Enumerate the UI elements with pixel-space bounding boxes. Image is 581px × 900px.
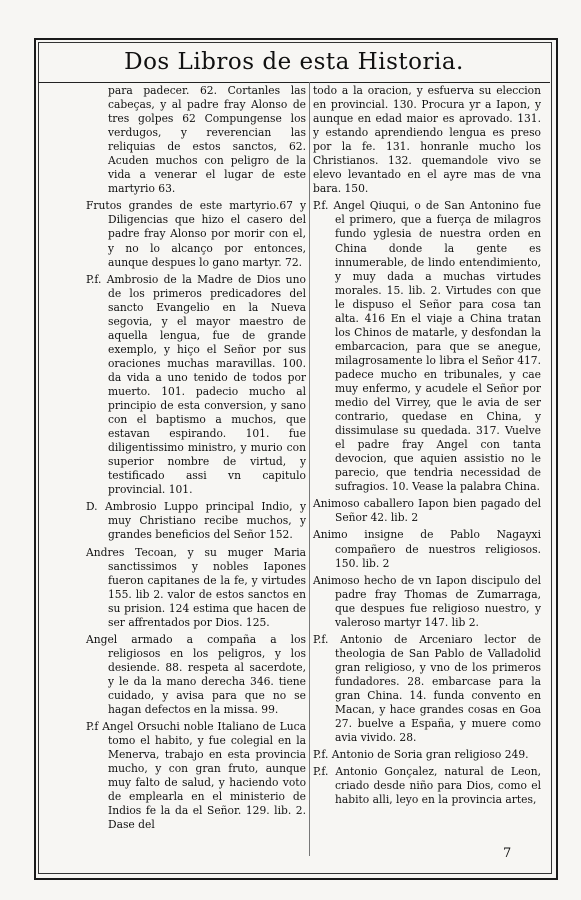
- index-entry: Angel armado a compaña a los religiosos en los peligros, y los desiende. 88. respeta al sacerdote, y le da la mano derecha 346. tiene cuidado, y avisa para que no se hagan defectos en la missa. 99.: [86, 632, 306, 717]
- page-number: 7: [503, 846, 512, 861]
- index-entry: P.f Angel Orsuchi noble Italiano de Luca tomo el habito, y fue colegial en la Menerva, trabajo en esta provincia mucho, y con gran fruto, aunque muy falto de salud, y haciendo voto de emplearla en el ministerio de Indios fe la da el Señor. 129. lib. 2. Dase del: [86, 720, 306, 832]
- index-entry: D. Ambrosio Luppo principal Indio, y muy Christiano recibe muchos, y grandes beneficios del Señor 152.: [86, 500, 306, 542]
- index-entry: P.f. Angel Qiuqui, o de San Antonino fue el primero, que a fuerça de milagros fundo yglesia de nuestra orden en China donde la gente es innumerable, de lindo entendimiento, y muy dada a muchas virtudes morales. 15. lib. 2. Virtudes con que le dispuso el Señor para cosa tan alta. 416 En el viaje a China tratan los Chinos de matarle, y desfondan la embarcacion, para que se anegue, milagrosamente lo libra el Señor 417. padece mucho en tribunales, y cae muy enfermo, y acudele el Señor por medio del Virrey, que le avia de ser contrario, quedase en China, y dissimulase su quedada. 317. Vuelve el padre fray Angel con tanta devocion, que aquien assistio no le parecio, que tendria necessidad de sufragios. 10. Vease la palabra China.: [313, 199, 541, 494]
- right-column: [313, 84, 541, 810]
- index-entry: P.f. Antonio de Soria gran religioso 249.: [313, 748, 529, 762]
- index-entry: Animoso hecho de vn Iapon discipulo del padre fray Thomas de Zumarraga, que despues fue religioso nuestro, y valeroso martyr 147. lib 2.: [313, 573, 541, 629]
- index-entry: P.f. Antonio de Arceniaro lector de theologia de San Pablo de Valladolid gran religioso, y vno de los primeros fundadores. 28. embarcase para la gran China. 14. funda convento en Macan, y hace grandes cosas en Goa 27. buelve a España, y muere como avia vivido. 28.: [313, 632, 541, 745]
- index-entry: Andres Tecoan, y su muger Maria sanctissimos y nobles Iapones fueron capitanes de la fe, y virtudes 155. lib 2. valor de estos sanctos en su prision. 124 estima que hacen de ser affrentados por Dios. 125.: [86, 545, 306, 629]
- index-entry: Animo insigne de Pablo Nagayxi compañero de nuestros religiosos. 150. lib. 2: [313, 528, 541, 570]
- column-divider: [309, 82, 310, 856]
- page-title: Dos Libros de esta Historia.: [124, 49, 464, 75]
- left-column: [86, 84, 306, 835]
- index-entry: para padecer. 62. Cortanles las cabeças, y al padre fray Alonso de tres golpes 62 Compungense los verdugos, y reverencian las reliquias de estos sanctos, 62. Acuden muchos con peligro de la vida a venerar el lugar de este martyrio 63.: [108, 84, 306, 196]
- index-entry: Frutos grandes de este martyrio.67 y Diligencias que hizo el casero del padre fray Alonso por morir con el, y no lo alcanço por entonces, aunque despues lo gano martyr. 72.: [86, 199, 306, 269]
- index-entry: Animoso caballero Iapon bien pagado del Señor 42. lib. 2: [313, 497, 541, 525]
- running-header: [38, 42, 550, 83]
- index-entry: todo a la oracion, y esfuerva su eleccion en provincial. 130. Procura yr a Iapon, y aunque en edad maior es aprovado. 131. y estando aprendiendo lengua es preso por la fe. 131. honranle mucho los Christianos. 132. quemandole vivo se elevo levantado en el ayre mas de vna bara. 150.: [313, 84, 541, 196]
- index-entry: P.f. Ambrosio de la Madre de Dios uno de los primeros predicadores del sancto Evangelio en la Nueva segovia, y el mayor maestro de aquella lengua, fue de grande exemplo, y hiço el Señor por sus oraciones muchas maravillas. 100. da vida a uno tenido de todos por muerto. 101. padecio mucho al principio de esta conversion, y sano con el baptismo a muchos, que estavan espirando. 101. fue diligentissimo ministro, y murio con superior nombre de virtud, y testificado assi vn capitulo provincial. 101.: [86, 272, 306, 497]
- index-entry: P.f. Antonio Gonçalez, natural de Leon, criado desde niño para Dios, como el habito alli, leyo en la provincia artes,: [313, 765, 541, 807]
